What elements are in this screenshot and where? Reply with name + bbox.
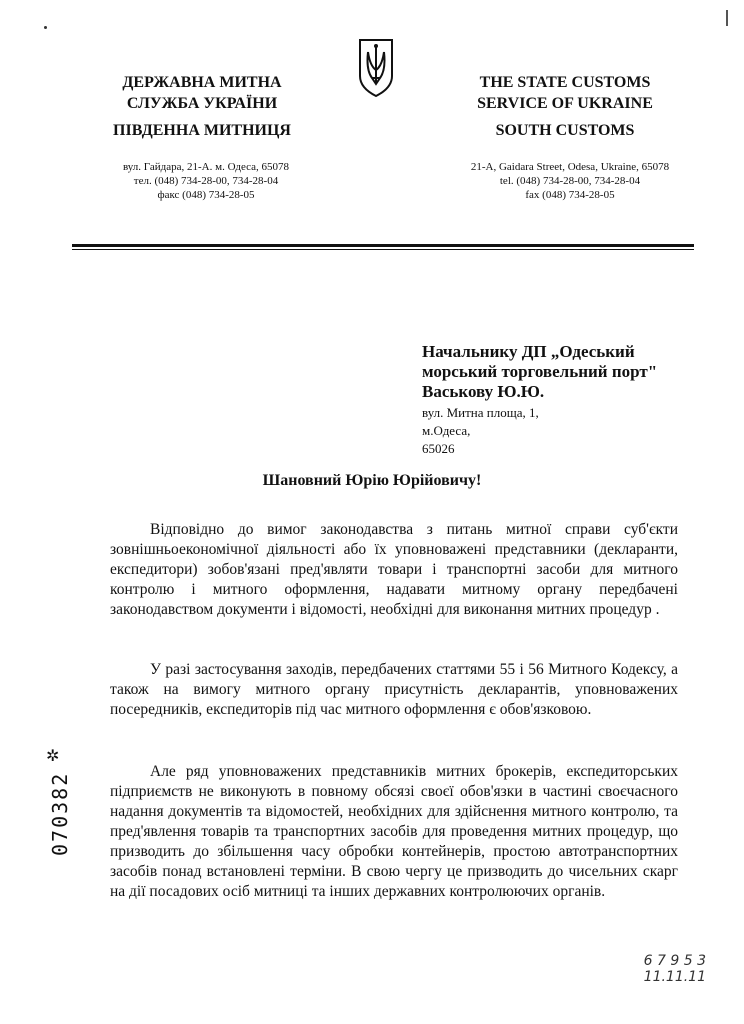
header-right-address: 21-A, Gaidara Street, Odesa, Ukraine, 65078 [470, 161, 670, 173]
header-left-tel: тел. (048) 734-28-00, 734-28-04 [133, 175, 279, 187]
body-paragraph-3: Але ряд уповноважених представників митних брокерів, експедиторських підприємств не виконують в повному обсязі своєї обов'язки в частині своєчасного надання документів та відомостей, необхідних для здійснення митного контролю, та пред'явлення товарів та транспортних засобів для проведення митних процедур, що призводить до збільшення часу обробки контейнерів, простою автотранспортних засобів понад встановлені терміни. В свою чергу це призводить до чисельних скарг на дії посадових осіб митниці та інших державних контролюючих органів. [110, 763, 678, 900]
recipient-address-city: м.Одеса, [422, 423, 471, 438]
body-paragraph-2: У разі застосування заходів, передбачених статтями 55 і 56 Митного Кодексу, а також на вимогу митного органу присутність декларантів, уповноважених посередників, експедиторів під час митного оформлення є обов'язковою. [110, 661, 678, 718]
handwritten-note [596, 953, 706, 985]
recipient-address-street: вул. Митна площа, 1, [422, 405, 539, 420]
header-right [445, 72, 685, 141]
header-left-line2: СЛУЖБА УКРАЇНИ [126, 95, 278, 112]
header-right-line1: THE STATE CUSTOMS [479, 74, 651, 91]
header-right-line3: SOUTH CUSTOMS [495, 122, 635, 139]
header-right-line2: SERVICE OF UKRAINE [477, 95, 653, 112]
top-right-mark [726, 10, 728, 26]
header-left-fax: факс (048) 734-28-05 [157, 189, 255, 201]
header-left-contacts [86, 160, 326, 202]
body-paragraph-1: Відповідно до вимог законодавства з питань митної справи суб'єкти зовнішньоекономічної діяльності або їх уповноважені представники (декларанти, експедитори) зобов'язані пред'являти товари і транспортні засоби для митного контролю і митного оформлення, надавати митному органу передбачені законодавством документи і відомості, необхідні для виконання митних процедур . [110, 521, 678, 618]
recipient-address-zip: 65026 [422, 441, 455, 456]
header-left [82, 72, 322, 141]
recipient-block [422, 342, 692, 402]
recipient-line1: Начальнику ДП „Одеський [422, 342, 635, 361]
greeting: Шановний Юрію Юрійовичу! [262, 472, 482, 489]
recipient-address [422, 404, 622, 458]
header-divider-thin [72, 249, 694, 250]
top-left-mark [44, 26, 47, 29]
header-left-line3: ПІВДЕННА МИТНИЦЯ [113, 122, 291, 139]
handwritten-number: 6 7 9 5 3 [643, 953, 706, 969]
handwritten-date: 11.11.11 [643, 969, 706, 985]
header-right-contacts [450, 160, 690, 202]
header-right-tel: tel. (048) 734-28-00, 734-28-04 [499, 175, 641, 187]
recipient-line3: Васькову Ю.Ю. [422, 382, 545, 401]
recipient-line2: морський торговельний порт" [422, 362, 658, 381]
trident-emblem-icon [356, 36, 396, 98]
margin-star-icon: ✲ [46, 748, 60, 765]
header-divider-thick [72, 244, 694, 247]
header-left-address: вул. Гайдара, 21-А. м. Одеса, 65078 [122, 161, 290, 173]
header-right-fax: fax (048) 734-28-05 [525, 189, 615, 201]
registration-number: 070382 [48, 771, 72, 856]
header-left-line1: ДЕРЖАВНА МИТНА [122, 74, 282, 91]
